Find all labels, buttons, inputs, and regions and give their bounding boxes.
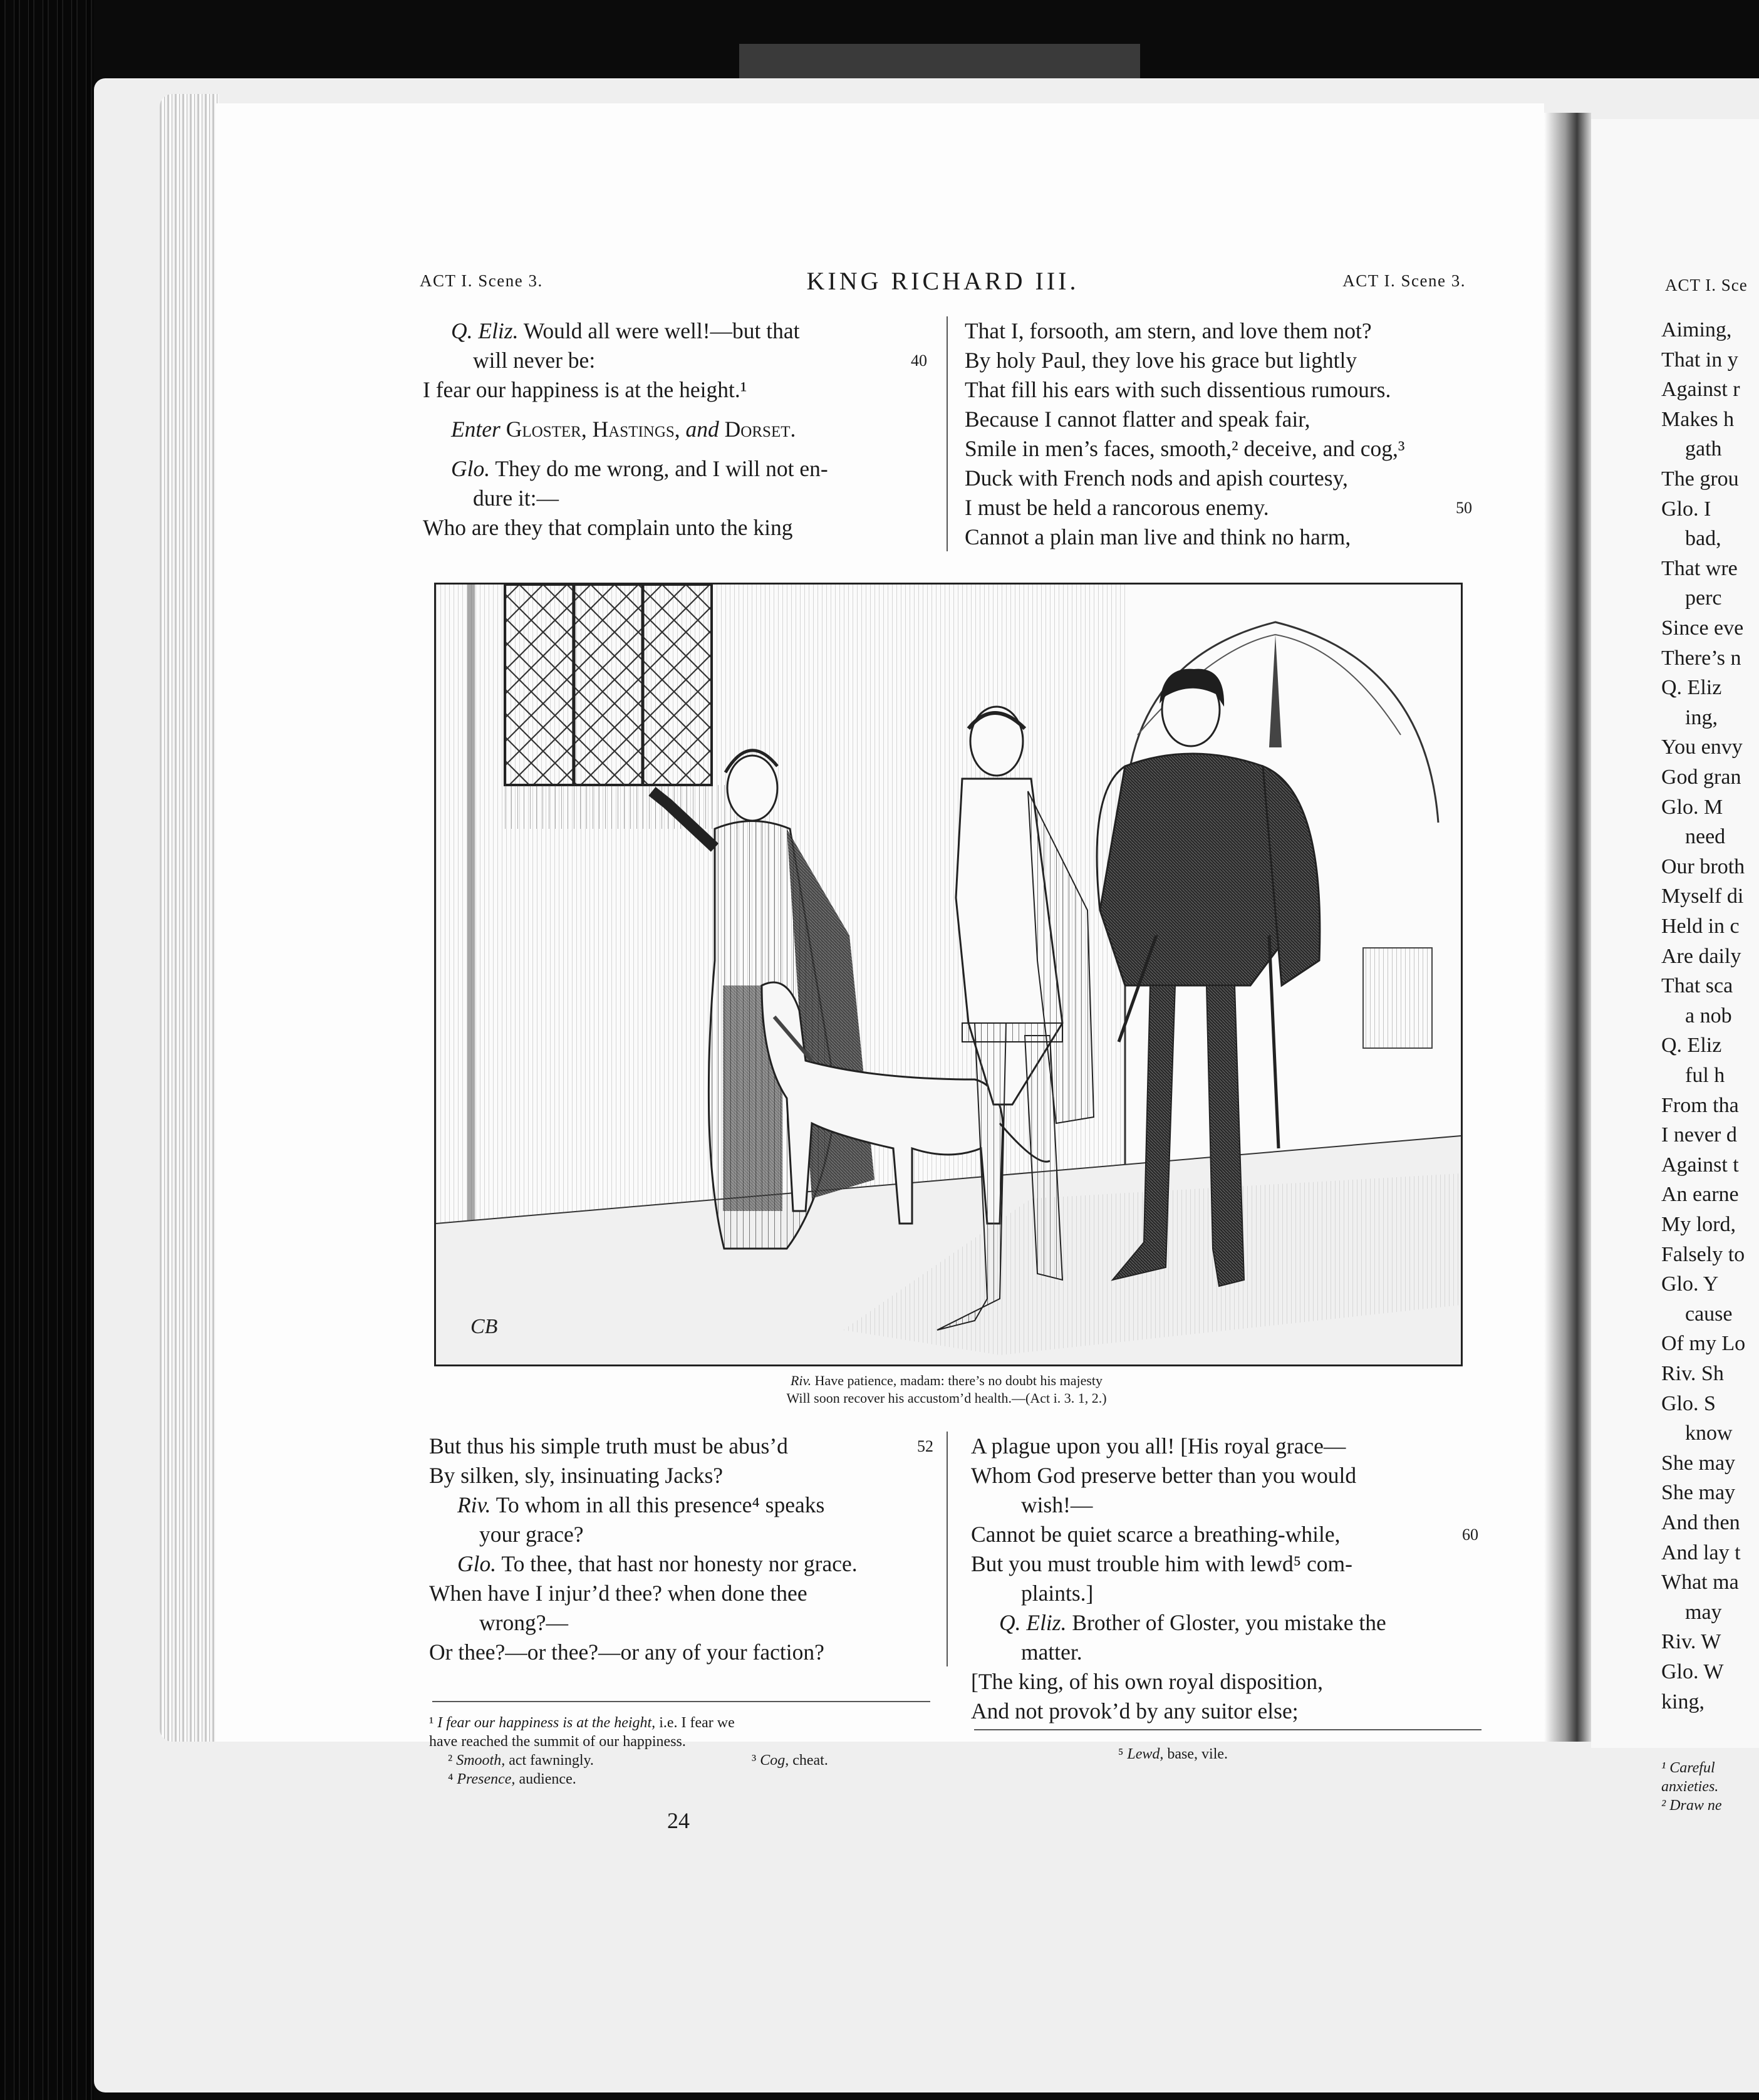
verse-line: matter.: [1021, 1640, 1082, 1665]
running-head-left: ACT I. Scene 3.: [420, 271, 543, 290]
facing-line: There’s n: [1661, 646, 1741, 670]
verse-line: I fear our happiness is at the height.¹: [423, 377, 747, 402]
verse-line: Who are they that complain unto the king: [423, 515, 793, 540]
facing-line: Falsely to: [1661, 1242, 1745, 1266]
caption-line-1: Riv. Have patience, madam: there’s no doubt his majesty: [790, 1373, 1103, 1388]
facing-line: Are daily: [1661, 944, 1741, 968]
facing-footnote-line: ¹ Careful: [1661, 1760, 1715, 1776]
facing-page: [1591, 119, 1759, 1814]
verse-line: When have I injur’d thee? when done thee: [429, 1581, 807, 1606]
verse-line: That fill his ears with such dissentious rumours.: [965, 377, 1391, 402]
column-rule: [947, 316, 948, 551]
facing-line: cause: [1685, 1302, 1733, 1326]
facing-line: need: [1685, 825, 1726, 849]
facing-footnote-line: anxieties.: [1661, 1779, 1719, 1795]
verse-line: Glo. They do me wrong, and I will not en-: [451, 456, 828, 481]
facing-line: My lord,: [1661, 1213, 1736, 1236]
facing-line: perc: [1685, 586, 1722, 610]
facing-line: Myself di: [1661, 885, 1744, 908]
facing-line: bad,: [1685, 527, 1721, 551]
facing-line: Glo. Y: [1661, 1272, 1719, 1296]
facing-line: Q. Eliz: [1661, 676, 1722, 700]
footnote-rule: [974, 1729, 1481, 1730]
facing-line: That in y: [1661, 348, 1738, 372]
facing-line: know: [1685, 1422, 1733, 1445]
facing-line: Against r: [1661, 378, 1740, 402]
facing-line: She may: [1661, 1451, 1736, 1475]
column-bottom-right: [971, 1432, 1478, 1726]
page-edges: [160, 94, 219, 1742]
footnote-rule: [432, 1701, 930, 1702]
facing-line: Q. Eliz: [1661, 1034, 1722, 1058]
running-head-right: ACT I. Scene 3.: [1342, 271, 1466, 290]
facing-line: The grou: [1661, 467, 1739, 491]
verse-line: Glo. To thee, that hast nor honesty nor grace.: [457, 1551, 858, 1576]
verse-line: dure it:—: [473, 486, 559, 511]
facing-line: Held in c: [1661, 915, 1740, 938]
column-top-right: [965, 316, 1472, 552]
verse-line: Or thee?—or thee?—or any of your faction?: [429, 1640, 824, 1665]
facing-line: Our broth: [1661, 855, 1745, 878]
illustration-caption: [434, 1372, 1459, 1407]
facing-line: From tha: [1661, 1093, 1739, 1117]
facing-line: gath: [1685, 437, 1722, 461]
verse-line: But thus his simple truth must be abus’d 52: [429, 1432, 933, 1461]
column-rule: [947, 1432, 948, 1666]
footnote-1: ¹ I fear our happiness is at the height, i.e. I fear we: [429, 1715, 735, 1731]
verse-line: Cannot a plain man live and think no harm,: [965, 524, 1351, 549]
verse-line: wish!—: [1021, 1492, 1093, 1517]
footnote-5: ⁵ Lewd, base, vile.: [1118, 1746, 1228, 1762]
verse-line: Riv. To whom in all this presence⁴ speaks: [457, 1492, 825, 1517]
facing-line: Makes h: [1661, 407, 1735, 431]
verse-line: your grace?: [479, 1522, 584, 1547]
line-number: 40: [911, 351, 927, 370]
facing-line: An earne: [1661, 1183, 1739, 1207]
stage-direction: Enter Gloster, Hastings, and Dorset.: [451, 417, 796, 442]
facing-line: Glo. I: [1661, 497, 1711, 521]
facing-line: And lay t: [1661, 1541, 1741, 1564]
column-top-left: [423, 316, 927, 543]
verse-line: Because I cannot flatter and speak fair,: [965, 407, 1310, 432]
verse-line: Cannot be quiet scarce a breathing-while, 60: [971, 1520, 1478, 1549]
facing-line: Glo. S: [1661, 1391, 1716, 1415]
illustration-plate: [434, 583, 1463, 1366]
facing-line: And then: [1661, 1511, 1740, 1534]
facing-line: a nob: [1685, 1004, 1732, 1027]
facing-line: Riv. Sh: [1661, 1362, 1724, 1385]
page-number: 24: [667, 1808, 690, 1833]
footnote-1-cont: have reached the summit of our happiness.: [429, 1734, 686, 1750]
verse-line: Whom God preserve better than you would: [971, 1463, 1357, 1488]
verse-line: Smile in men’s faces, smooth,² deceive, and cog,³: [965, 436, 1405, 461]
facing-line: She may: [1661, 1481, 1736, 1505]
footnote-3: ³ Cog, cheat.: [752, 1752, 828, 1769]
running-head: [420, 266, 1466, 304]
facing-line: That wre: [1661, 556, 1738, 580]
book-gutter: [1544, 113, 1591, 1742]
verse-line: Q. Eliz. Brother of Gloster, you mistake the: [999, 1610, 1386, 1635]
verse-line: [The king, of his own royal disposition,: [971, 1669, 1324, 1694]
caption-line-2: Will soon recover his accustom’d health.—(Act i. 3. 1, 2.): [786, 1390, 1107, 1406]
verse-line: I must be held a rancorous enemy. 50: [965, 493, 1472, 522]
facing-line: What ma: [1661, 1571, 1739, 1594]
facing-line: That sca: [1661, 974, 1733, 998]
line-number: 52: [917, 1437, 933, 1455]
facing-line: ful h: [1685, 1064, 1725, 1087]
facing-line: God gran: [1661, 766, 1741, 789]
column-bottom-left: [429, 1432, 933, 1667]
facing-line: Aiming,: [1661, 318, 1732, 341]
verse-line: A plague upon you all! [His royal grace—: [971, 1433, 1346, 1458]
facing-line: Against t: [1661, 1153, 1739, 1177]
facing-line: Riv. W: [1661, 1630, 1721, 1654]
facing-line: may: [1685, 1600, 1722, 1624]
verse-line: plaints.]: [1021, 1581, 1094, 1606]
verse-line: But you must trouble him with lewd⁵ com-: [971, 1551, 1352, 1576]
running-head-title: KING RICHARD III.: [806, 267, 1079, 295]
facing-running-head: ACT I. Sce: [1665, 276, 1748, 294]
facing-footnote-line: ² Draw ne: [1661, 1797, 1722, 1814]
line-number: 60: [1462, 1526, 1478, 1544]
verse-line: will never be: 40: [423, 346, 927, 375]
verse-line: wrong?—: [479, 1610, 568, 1635]
verse-line: And not provok’d by any suitor else;: [971, 1698, 1299, 1723]
verse-line: Q. Eliz. Would all were well!—but that: [451, 318, 800, 343]
footnote-2: ² Smooth, act fawningly.: [448, 1752, 594, 1769]
verse-line: By silken, sly, insinuating Jacks?: [429, 1463, 724, 1488]
facing-line: Of my Lo: [1661, 1332, 1746, 1356]
facing-line: You envy: [1661, 736, 1743, 759]
footnote-4: ⁴ Presence, audience.: [448, 1771, 576, 1787]
verse-line: That I, forsooth, am stern, and love them not?: [965, 318, 1372, 343]
facing-line: I never d: [1661, 1123, 1737, 1147]
engraving-illustration: [436, 585, 1461, 1364]
verse-line: By holy Paul, they love his grace but lightly: [965, 348, 1357, 373]
verse-line: Duck with French nods and apish courtesy,: [965, 465, 1348, 491]
facing-line: Glo. M: [1661, 795, 1723, 819]
scan-border: [0, 0, 94, 2100]
facing-line: ing,: [1685, 705, 1718, 729]
line-number: 50: [1456, 499, 1472, 517]
facing-line: Since eve: [1661, 616, 1744, 640]
artist-signature: CB: [470, 1315, 498, 1338]
facing-line: king,: [1661, 1690, 1705, 1713]
facing-line: Glo. W: [1661, 1660, 1724, 1683]
